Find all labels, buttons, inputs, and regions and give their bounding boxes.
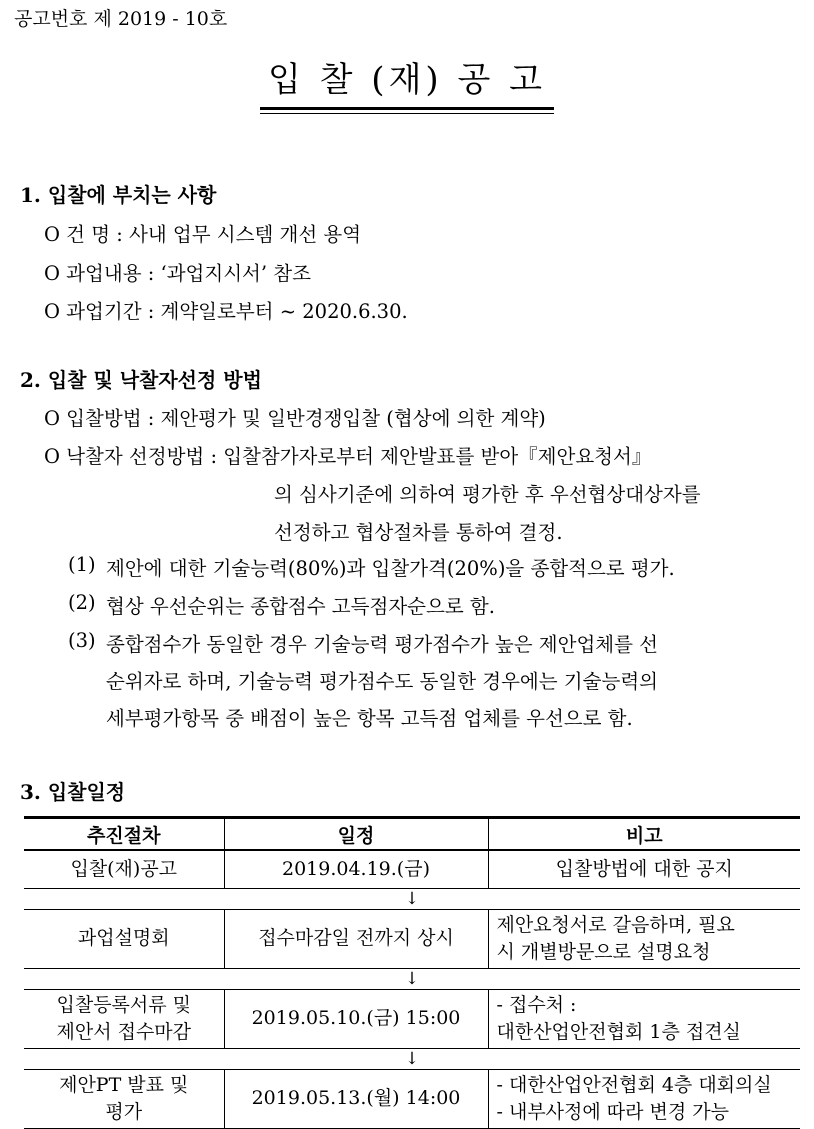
note-line: 제안요청서로 갈음하며, 필요 bbox=[496, 913, 735, 936]
numbered-marker: (3) bbox=[68, 629, 96, 652]
schedule-cell: 2019.04.19.(금) bbox=[224, 850, 488, 888]
schedule-cell: 2019.05.10.(금) 15:00 bbox=[224, 989, 488, 1048]
note-cell bbox=[488, 989, 800, 1048]
table-row bbox=[24, 909, 800, 968]
note-cell bbox=[488, 1069, 800, 1128]
step-cell: 입찰(재)공고 bbox=[24, 850, 224, 888]
page-title: 입 찰 (재) 공 고 bbox=[260, 52, 554, 110]
selection-method-line: 선정하고 협상절차를 통하여 결정. bbox=[274, 521, 563, 544]
section-1-item: O 건 명 : 사내 업무 시스템 개선 용역 bbox=[44, 223, 362, 246]
numbered-item-line: 종합점수가 동일한 경우 기술능력 평가점수가 높은 제안업체를 선 bbox=[106, 633, 658, 656]
step-line: 제안서 접수마감 bbox=[56, 1020, 192, 1043]
numbered-item-line: 제안에 대한 기술능력(80%)과 입찰가격(20%)을 종합적으로 평가. bbox=[106, 557, 675, 580]
column-header: 추진절차 bbox=[24, 818, 224, 851]
title-container bbox=[0, 52, 814, 110]
selection-method-line: 의 심사기준에 의하여 평가한 후 우선협상대상자를 bbox=[274, 483, 701, 506]
down-arrow-icon: ↓ bbox=[24, 968, 800, 989]
step-line: 입찰등록서류 및 bbox=[56, 993, 192, 1016]
table-row bbox=[24, 1069, 800, 1128]
table-row bbox=[24, 850, 800, 888]
note-line: - 내부사정에 따라 변경 가능 bbox=[496, 1100, 729, 1123]
down-arrow-icon: ↓ bbox=[24, 1048, 800, 1069]
arrow-row bbox=[24, 888, 800, 909]
schedule-table bbox=[24, 816, 800, 1129]
step-line: 제안PT 발표 및 bbox=[59, 1073, 189, 1096]
step-cell: 과업설명회 bbox=[24, 909, 224, 968]
numbered-item-line: 세부평가항목 중 배점이 높은 항목 고득점 업체를 우선으로 함. bbox=[106, 707, 633, 730]
selection-method-line: O 낙찰자 선정방법 : 입찰참가자로부터 제안발표를 받아『제안요청서』 bbox=[44, 445, 652, 468]
section-1-item: O 과업내용 : ‘과업지시서’ 참조 bbox=[44, 262, 311, 285]
numbered-item-line: 순위자로 하며, 기술능력 평가점수도 동일한 경우에는 기술능력의 bbox=[106, 670, 658, 693]
numbered-item-line: 협상 우선순위는 종합점수 고득점자순으로 함. bbox=[106, 595, 495, 618]
note-line: - 대한산업안전협회 4층 대회의실 bbox=[496, 1073, 772, 1096]
column-header: 일정 bbox=[224, 818, 488, 851]
note-line: - 접수처 : bbox=[496, 993, 577, 1016]
step-cell bbox=[24, 1069, 224, 1128]
note-line: 시 개별방문으로 설명요청 bbox=[496, 940, 711, 963]
table-row bbox=[24, 989, 800, 1048]
arrow-row bbox=[24, 1048, 800, 1069]
section-2-heading: 2. 입찰 및 낙찰자선정 방법 bbox=[20, 368, 262, 392]
note-cell bbox=[488, 909, 800, 968]
schedule-cell: 접수마감일 전까지 상시 bbox=[224, 909, 488, 968]
arrow-row bbox=[24, 968, 800, 989]
numbered-marker: (1) bbox=[68, 553, 96, 576]
column-header: 비고 bbox=[488, 818, 800, 851]
table-header-row bbox=[24, 818, 800, 851]
section-1-item: O 과업기간 : 계약일로부터 ~ 2020.6.30. bbox=[44, 300, 408, 323]
step-cell bbox=[24, 989, 224, 1048]
schedule-cell: 2019.05.13.(월) 14:00 bbox=[224, 1069, 488, 1128]
numbered-marker: (2) bbox=[68, 591, 96, 614]
note-line: 대한산업안전협회 1층 접견실 bbox=[496, 1020, 741, 1043]
section-1-heading: 1. 입찰에 부치는 사항 bbox=[20, 183, 217, 207]
notice-number: 공고번호 제 2019 - 10호 bbox=[14, 8, 228, 30]
down-arrow-icon: ↓ bbox=[24, 888, 800, 909]
note-cell: 입찰방법에 대한 공지 bbox=[488, 850, 800, 888]
section-3-heading: 3. 입찰일정 bbox=[20, 780, 126, 804]
step-line: 평가 bbox=[105, 1100, 143, 1123]
bidding-method: O 입찰방법 : 제안평가 및 일반경쟁입찰 (협상에 의한 계약) bbox=[44, 407, 546, 430]
